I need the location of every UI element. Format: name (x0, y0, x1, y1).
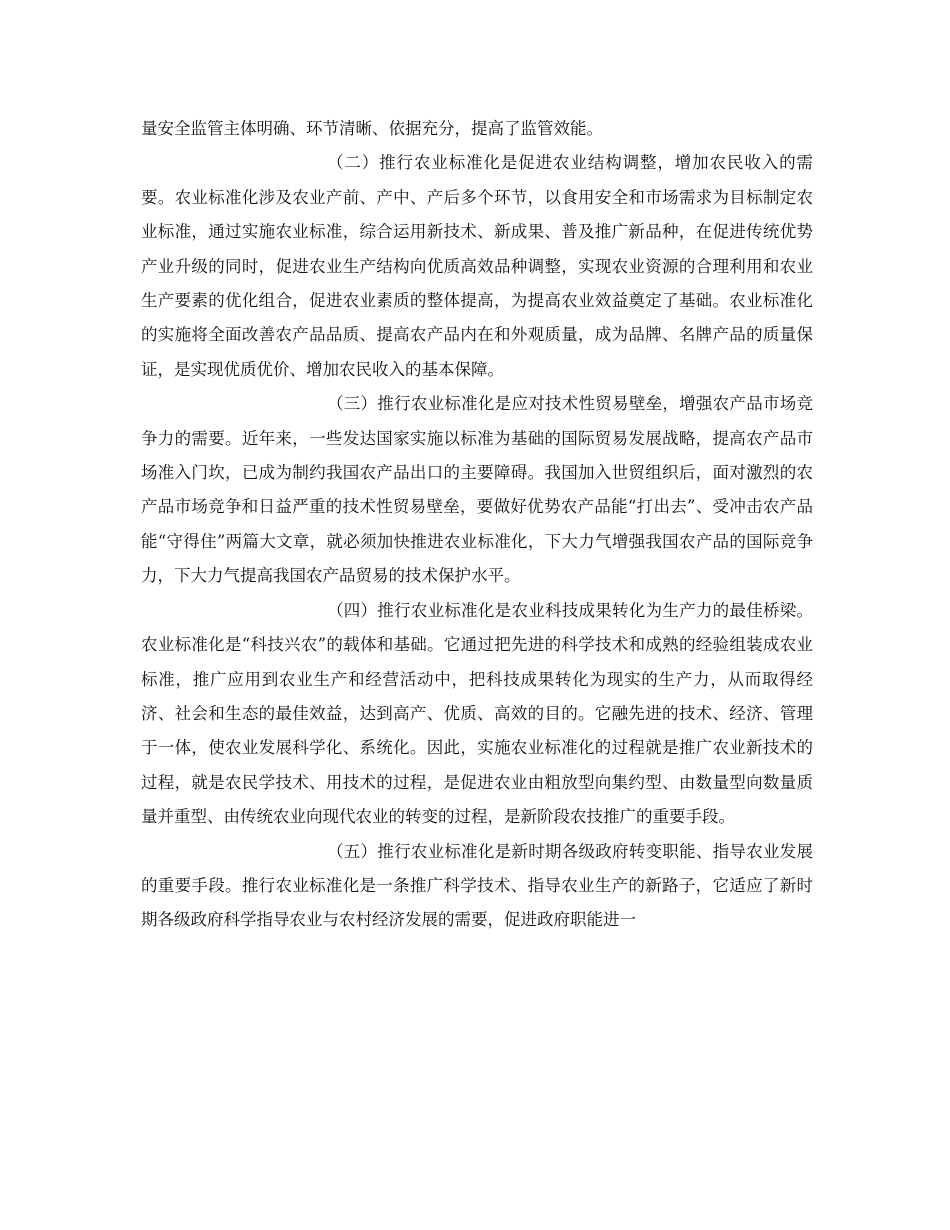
paragraph-continuation: 量安全监管主体明确、环节清晰、依据充分，提高了监管效能。 (141, 119, 603, 138)
paragraph-section-2: （二）推行农业标准化是促进农业结构调整，增加农民收入的需要。农业标准化涉及农业产前、产中、产后多个环节，以食用安全和市场需求为目标制定农业标准，通过实施农业标准，综合运用新技术、新成果、普及推广新品种，在促进传统优势产业升级的同时，促进农业生产结构向优质高效品种调整，实现农业资源的合理利用和农业生产要素的优化组合，促进农业素质的整体提高，为提高农业效益奠定了基础。农业标准化的实施将全面改善农产品品质、提高农产品内在和外观质量，成为品牌、名牌产品的质量保证，是实现优质优价、增加农民收入的基本保障。 (141, 153, 813, 379)
paragraph-section-5: （五）推行农业标准化是新时期各级政府转变职能、指导农业发展的重要手段。推行农业标准化是一条推广科学技术、指导农业生产的新路子，它适应了新时期各级政府科学指导农业与农村经济发展的需要，促进政府职能进一 (141, 841, 813, 930)
paragraph-section-4: （四）推行农业标准化是农业科技成果转化为生产力的最佳桥梁。农业标准化是“科技兴农”的载体和基础。它通过把先进的科学技术和成熟的经验组装成农业标准，推广应用到农业生产和经营活动中，把科技成果转化为现实的生产力，从而取得经济、社会和生态的最佳效益，达到高产、优质、高效的目的。它融先进的技术、经济、管理于一体，使农业发展科学化、系统化。因此，实施农业标准化的过程就是推广农业新技术的过程，就是农民学技术、用技术的过程，是促进农业由粗放型向集约型、由数量型向数量质量并重型、由传统农业向现代农业的转变的过程，是新阶段农技推广的重要手段。 (141, 600, 813, 827)
document-body (141, 112, 813, 938)
paragraph-section-3: （三）推行农业标准化是应对技术性贸易壁垒，增强农产品市场竞争力的需要。近年来，一些发达国家实施以标准为基础的国际贸易发展战略，提高农产品市场准入门坎，已成为制约我国农产品出口的主要障碍。我国加入世贸组织后，面对激烈的农产品市场竞争和日益严重的技术性贸易壁垒，要做好优势农产品能“打出去”、受冲击农产品能“守得住”两篇大文章，就必须加快推进农业标准化，下大力气增强我国农产品的国际竞争力，下大力气提高我国农产品贸易的技术保护水平。 (141, 394, 813, 586)
